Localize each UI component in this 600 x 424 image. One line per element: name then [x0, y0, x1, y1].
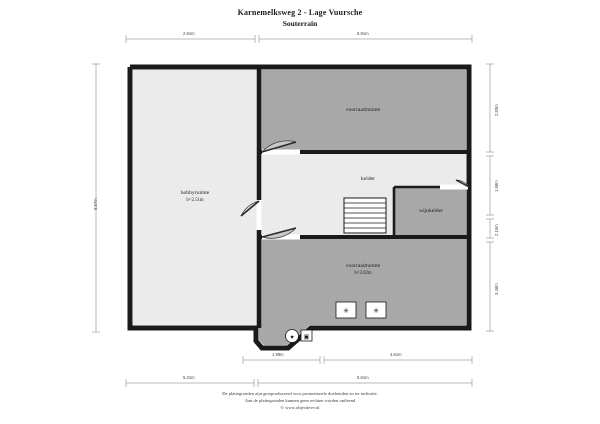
dim-left-1: 9.87m [93, 198, 98, 210]
svg-text:✳: ✳ [373, 308, 379, 315]
staircase-symbol [344, 198, 386, 233]
page-title: Karnemelksweg 2 - Lage Vuursche [237, 8, 363, 17]
footer-line-2: Aan de plattegronden kunnen geen rechten worden ontleend [244, 398, 356, 403]
dim-top-1: 2.91m [183, 31, 195, 36]
room-label-hobbyruimte: hobbyruimte h=2.51m [180, 190, 210, 203]
footer-line-1: De plattegronden zijn gereproduceerd voor promotionele doeleinden en ter indicatie. [222, 391, 378, 396]
dim-bottom-inner-2: 4.61m [390, 352, 402, 357]
room-label-kelder: kelder [361, 176, 375, 182]
room-label-voorraadruimte-bottom: voorraadruimte h=2.02m [345, 263, 381, 276]
dim-right-4: 3.48m [494, 283, 499, 295]
svg-text:♥: ♥ [290, 335, 294, 341]
svg-text:▣: ▣ [303, 334, 310, 341]
dim-bottom-outer-2: 5.61m [357, 375, 369, 380]
dim-right-2: 1.98m [494, 180, 499, 192]
dim-right-1: 2.83m [494, 104, 499, 116]
page-subtitle: Souterrain [282, 19, 318, 28]
room-label-voorraadruimte-top: voorraadruimte [345, 107, 381, 113]
room-label-wijnkelder: wijnkelder [419, 208, 443, 214]
svg-text:✳: ✳ [343, 308, 349, 315]
dim-bottom-inner-1: 1.98m [272, 352, 284, 357]
footer-line-3: © www.objectieve.nl [280, 405, 320, 410]
dim-bottom-outer-1: 5.31m [183, 375, 195, 380]
dim-right-3: 2.15m [494, 224, 499, 236]
dim-top-2: 6.81m [357, 31, 369, 36]
